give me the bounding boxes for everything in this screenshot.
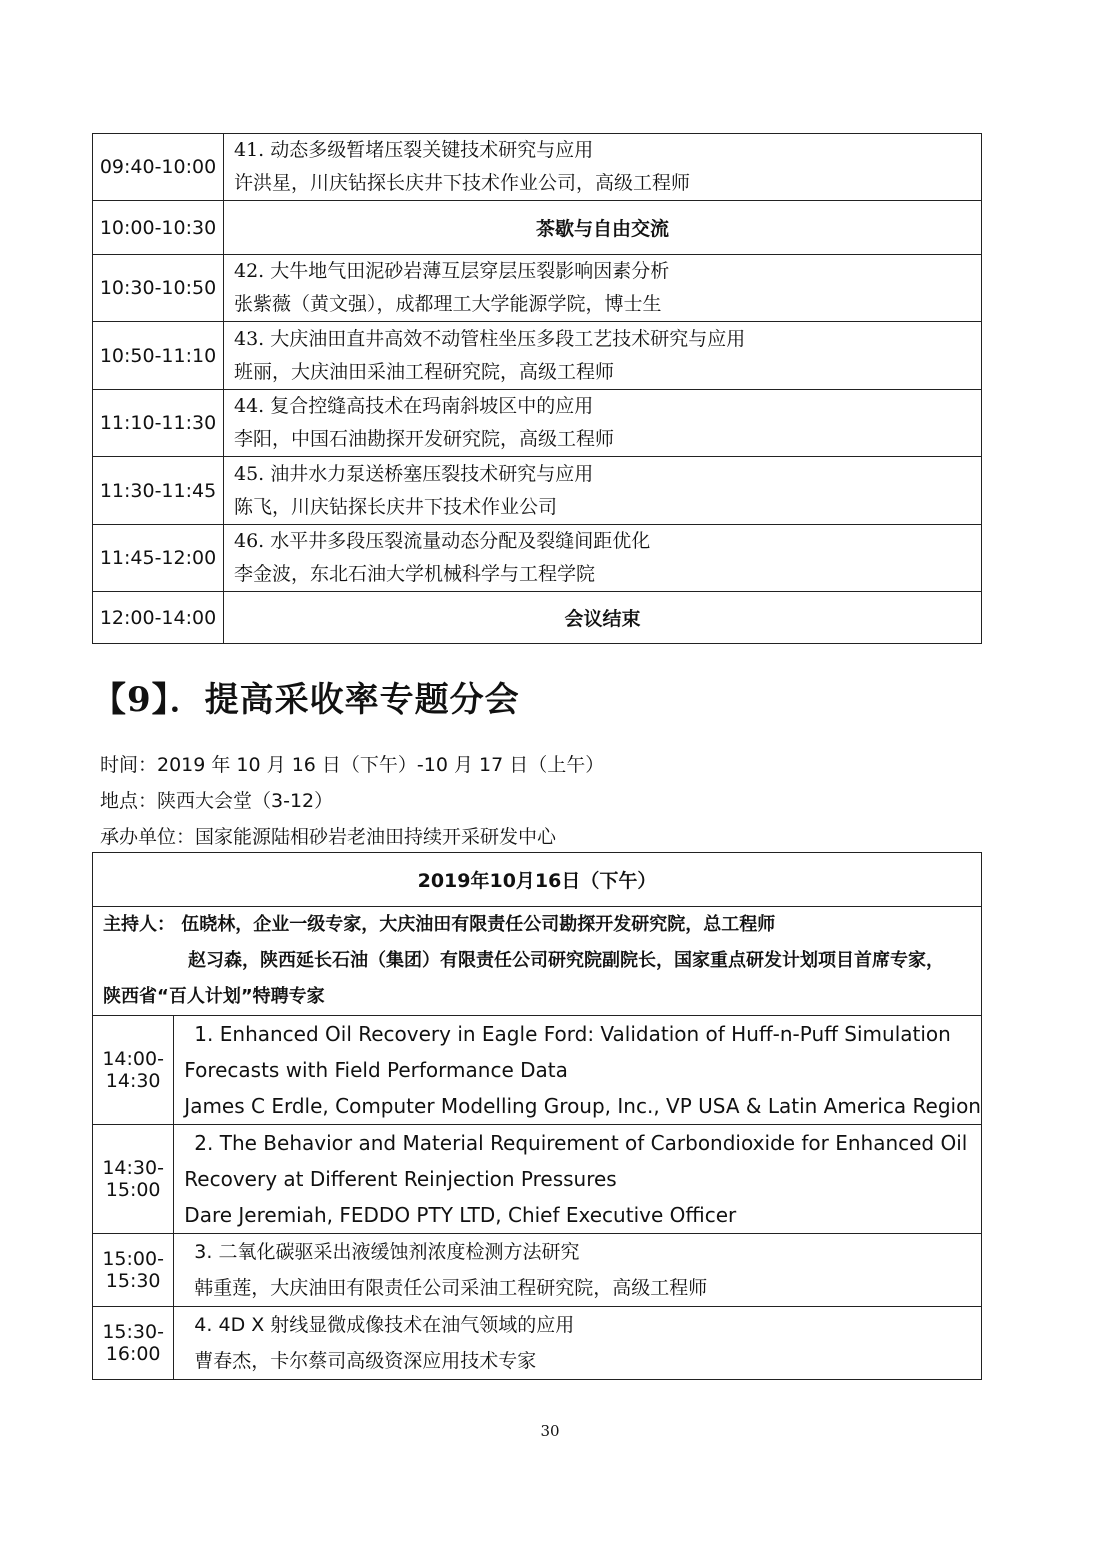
talk-cell — [224, 525, 982, 592]
talk-number: 1. — [194, 1022, 214, 1046]
table-row — [93, 457, 982, 525]
talk-speaker: 韩重莲，大庆油田有限责任公司采油工程研究院，高级工程师 — [194, 1277, 708, 1299]
break-cell: 茶歇与自由交流 — [224, 201, 982, 255]
talk-cell — [174, 1125, 982, 1234]
time-cell: 11:10-11:30 — [93, 390, 224, 457]
talk-title: The Behavior and Material Requirement of Carbondioxide for Enhanced Oil — [219, 1131, 968, 1155]
talk-title: 动态多级暂堵压裂关键技术研究与应用 — [270, 139, 594, 161]
talk-title: 大牛地气田泥砂岩薄互层穿层压裂影响因素分析 — [270, 260, 670, 282]
schedule-table-2 — [92, 852, 982, 1380]
talk-cell — [174, 1016, 982, 1125]
session-place: 地点：陕西大会堂（3-12） — [100, 790, 334, 812]
table-row — [93, 1016, 982, 1125]
table-row — [93, 390, 982, 457]
talk-speaker: 班丽，大庆油田采油工程研究院，高级工程师 — [234, 360, 615, 383]
time-cell: 14:00-14:30 — [93, 1016, 174, 1125]
host-line-1: 主持人： 伍晓林，企业一级专家，大庆油田有限责任公司勘探开发研究院，总工程师 — [103, 914, 776, 935]
host-line-2: 赵习森，陕西延长石油（集团）有限责任公司研究院副院长，国家重点研发计划项目首席专家， — [188, 950, 944, 971]
time-cell: 11:30-11:45 — [93, 457, 224, 525]
talk-cell — [174, 1234, 982, 1307]
table-row — [93, 322, 982, 390]
talk-number: 44. — [234, 395, 265, 417]
talk-number: 3. — [194, 1241, 213, 1263]
talk-cell — [224, 390, 982, 457]
break-cell: 会议结束 — [224, 592, 982, 644]
talk-cell — [224, 322, 982, 390]
session-time: 时间：2019 年 10 月 16 日（下午）-10 月 17 日（上午） — [100, 754, 605, 776]
time-cell: 14:30-15:00 — [93, 1125, 174, 1234]
schedule-table-1 — [92, 133, 982, 644]
talk-speaker: 陈飞，川庆钻探长庆井下技术作业公司 — [234, 495, 558, 518]
talk-number: 42. — [234, 260, 265, 282]
talk-title: 油井水力泵送桥塞压裂技术研究与应用 — [270, 462, 594, 485]
talk-cell — [224, 255, 982, 322]
talk-speaker: 张紫薇（黄文强），成都理工大学能源学院，博士生 — [234, 293, 662, 315]
table-row — [93, 592, 982, 644]
talk-cell — [174, 1307, 982, 1380]
talk-title: 二氧化碳驱采出液缓蚀剂浓度检测方法研究 — [218, 1241, 580, 1263]
date-header: 2019年10月16日（下午） — [93, 853, 982, 907]
table-row — [93, 1234, 982, 1307]
table-row — [93, 201, 982, 255]
table-row — [93, 255, 982, 322]
table-row — [93, 1307, 982, 1380]
hosts-cell — [93, 907, 982, 1016]
host-line-3: 陕西省“百人计划”特聘专家 — [103, 986, 325, 1007]
talk-number: 43. — [234, 327, 265, 350]
talk-title: 大庆油田直井高效不动管柱坐压多段工艺技术研究与应用 — [270, 327, 746, 350]
talk-speaker: James C Erdle, Computer Modelling Group, Inc., VP USA & Latin America Region — [184, 1094, 981, 1118]
talk-speaker: Dare Jeremiah, FEDDO PTY LTD, Chief Executive Officer — [184, 1203, 737, 1227]
time-cell: 10:50-11:10 — [93, 322, 224, 390]
talk-title-continued: Forecasts with Field Performance Data — [184, 1058, 568, 1082]
time-cell: 10:30-10:50 — [93, 255, 224, 322]
talk-speaker: 许洪星，川庆钻探长庆井下技术作业公司，高级工程师 — [234, 172, 691, 194]
time-cell: 09:40-10:00 — [93, 134, 224, 201]
time-cell: 15:30-16:00 — [93, 1307, 174, 1380]
talk-speaker: 曹春杰，卡尔蔡司高级资深应用技术专家 — [194, 1350, 537, 1372]
talk-title: 水平井多段压裂流量动态分配及裂缝间距优化 — [270, 530, 651, 552]
talk-cell — [224, 457, 982, 525]
talk-title: 复合控缝高技术在玛南斜坡区中的应用 — [270, 395, 594, 417]
talk-title: Enhanced Oil Recovery in Eagle Ford: Validation of Huff-n-Puff Simulation — [219, 1022, 951, 1046]
talk-speaker: 李金波，东北石油大学机械科学与工程学院 — [234, 563, 596, 585]
page-number: 30 — [540, 1422, 560, 1440]
talk-speaker: 李阳，中国石油勘探开发研究院，高级工程师 — [234, 428, 615, 450]
time-cell: 12:00-14:00 — [93, 592, 224, 644]
talk-number: 45. — [234, 462, 265, 485]
hosts-row — [93, 907, 982, 1016]
section-title: 【9】．提高采收率专题分会 — [92, 680, 520, 720]
session-organizer: 承办单位：国家能源陆相砂岩老油田持续开采研发中心 — [100, 826, 557, 848]
time-cell: 11:45-12:00 — [93, 525, 224, 592]
talk-number: 2. — [194, 1131, 214, 1155]
table-row — [93, 525, 982, 592]
table-row — [93, 134, 982, 201]
talk-title-continued: Recovery at Different Reinjection Pressures — [184, 1167, 617, 1191]
talk-number: 41. — [234, 139, 265, 161]
talk-number: 46. — [234, 530, 265, 552]
talk-number: 4. — [194, 1314, 213, 1336]
table-header-row — [93, 853, 982, 907]
talk-title: 4D X 射线显微成像技术在油气领域的应用 — [218, 1314, 575, 1336]
time-cell: 10:00-10:30 — [93, 201, 224, 255]
table-row — [93, 1125, 982, 1234]
time-cell: 15:00-15:30 — [93, 1234, 174, 1307]
talk-cell — [224, 134, 982, 201]
